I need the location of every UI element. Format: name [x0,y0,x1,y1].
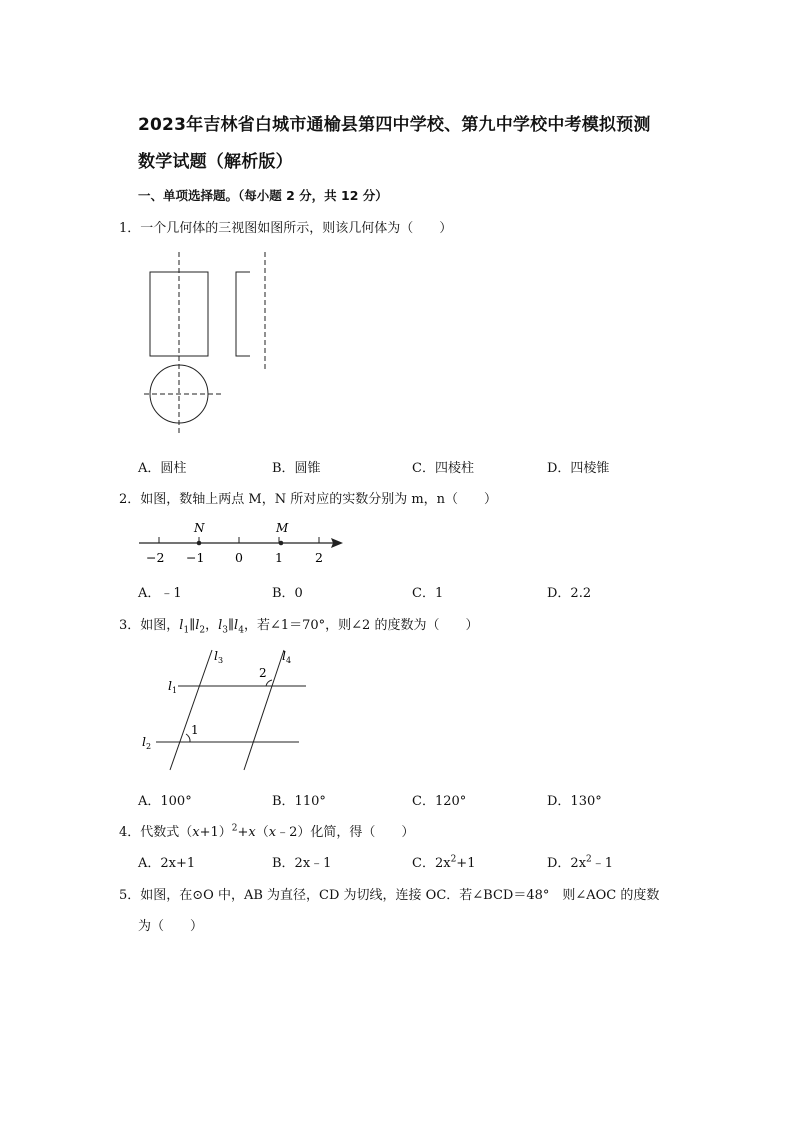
q4-option-d: D．$2x^2﹣1$ [547,854,614,871]
tick-label-neg1: −1 [186,550,205,565]
q1-option-b: B．圆锥 [272,461,321,476]
question-5-text-line2: 为（ ） [138,919,204,934]
q3-parallel-lines-figure [136,642,316,778]
q4-option-b: B．2x﹣1 [272,856,332,871]
tick-label-neg2: −2 [146,550,165,565]
label-l3: $l_3$ [214,648,224,665]
q3-option-c: C．120° [412,794,467,809]
q4-option-a: A．2x+1 [138,856,196,871]
section-header: 一、单项选择题。（每小题 2 分，共 12 分） [138,188,388,203]
q1-three-view-figure [130,248,250,438]
q2-option-a: A．﹣1 [138,586,182,601]
q1-option-a: A．圆柱 [138,461,187,476]
point-m [279,541,284,546]
line-l3 [170,650,212,770]
tick-label-2: 2 [315,550,323,565]
q3-option-a: A．100° [138,794,192,809]
q2-option-c: C．1 [412,586,444,601]
q4-option-c: C．$2x^2+1$ [412,854,476,871]
question-3-text: 3．如图，$l_1\parallel l_2$，$l_3\parallel l_4$，若∠1＝70°，则∠2 的度数为（ ） [119,618,479,636]
question-1-text: 1．一个几何体的三视图如图所示，则该几何体为（ ） [119,221,453,236]
label-angle-1: 1 [191,723,199,737]
point-n [197,541,202,546]
question-4-text: 4．代数式$(x+1)^2+x(x﹣2)$化简，得（ ） [119,823,415,840]
page-title-line2: 数学试题（解析版） [138,152,293,172]
q2-option-b: B．0 [272,586,303,601]
question-2-text: 2．如图，数轴上两点 M，N 所对应的实数分别为 m，n（ ） [119,492,498,507]
page-title-line1: 2023年吉林省白城市通榆县第四中学校、第九中学校中考模拟预测 [138,115,651,135]
label-l2: $l_2$ [142,734,152,751]
angle-1-arc [186,734,190,742]
q2-number-line [135,516,350,568]
label-n: N [194,521,205,535]
q3-option-d: D．130° [547,794,602,809]
q1-side-view-figure [236,252,296,372]
q3-option-b: B．110° [272,794,326,809]
label-l1: $l_1$ [168,678,178,695]
label-angle-2: 2 [259,666,267,680]
angle-2-arc [266,680,272,686]
q1-option-c: C．四棱柱 [412,461,474,476]
label-m: M [276,521,289,535]
q1-option-d: D．四棱锥 [547,461,610,476]
tick-label-1: 1 [275,550,283,565]
label-l4: $l_4$ [282,648,292,665]
q2-option-d: D．2.2 [547,586,592,601]
tick-label-0: 0 [235,550,243,565]
question-5-text-line1: 5．如图，在⊙O 中，AB 为直径，CD 为切线，连接 OC．若∠BCD＝48° 则∠AOC 的度数 [119,888,660,903]
